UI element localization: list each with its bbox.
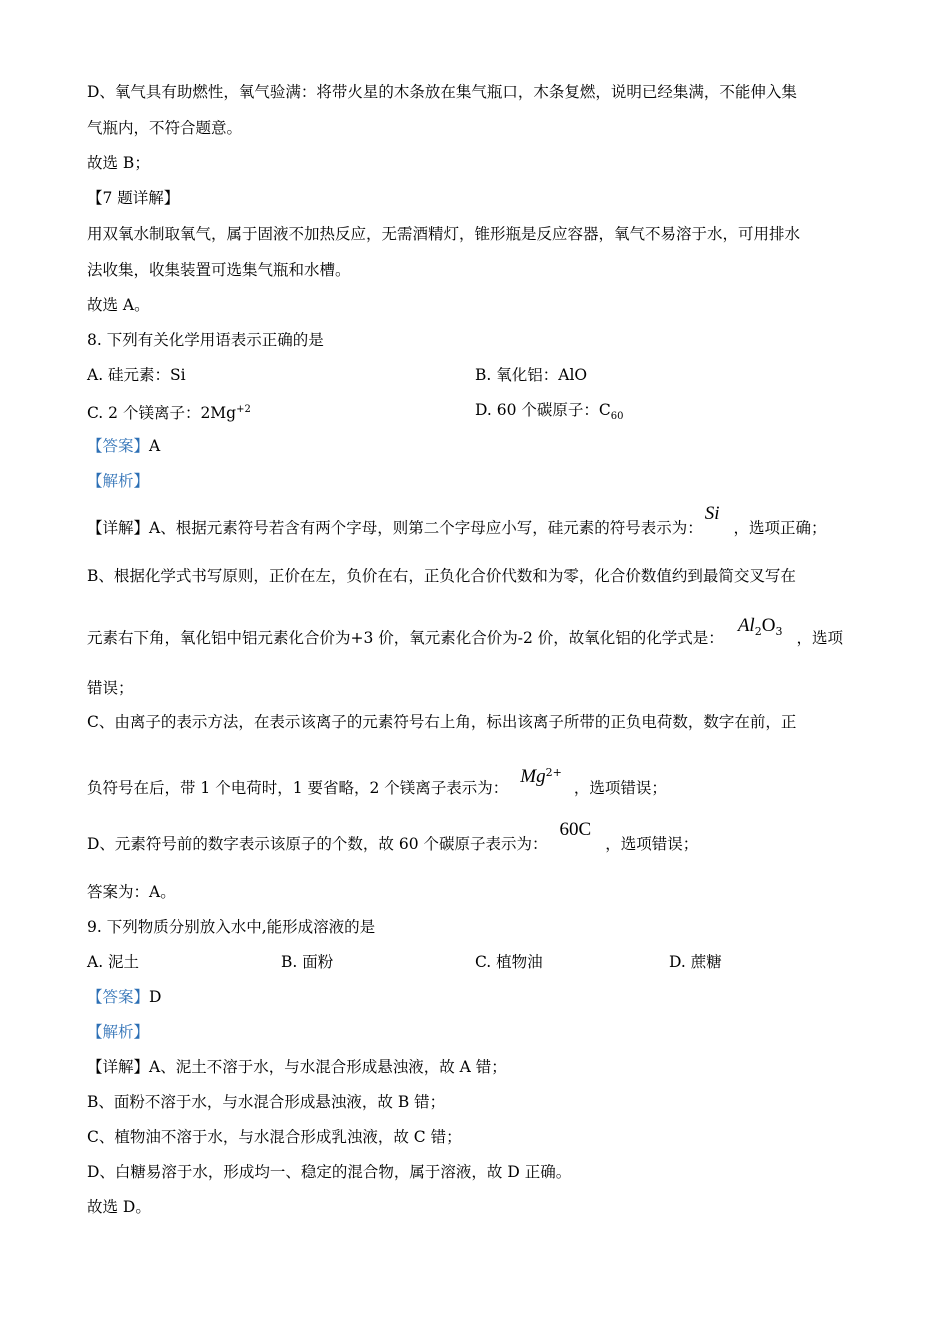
q8-detail-d	[87, 819, 699, 855]
question-9: 9. 下列物质分别放入水中,能形成溶液的是	[87, 918, 376, 936]
formula-al-subscript: 2	[754, 625, 762, 639]
formula-al2o3	[737, 615, 783, 639]
detail-text: ，选项正确；	[733, 519, 827, 537]
q9-option-a: A. 泥土	[87, 953, 140, 971]
answer-value: A	[149, 437, 161, 455]
q9-detail-c: C、植物油不溶于水，与水混合形成乳浊液，故 C 错；	[87, 1128, 462, 1146]
q8-option-b: B. 氧化铝：AlO	[475, 366, 588, 384]
text-line: D、氧气具有助燃性，氧气验满：将带火星的木条放在集气瓶口，木条复燃，说明已经集满，不能伸入集	[87, 83, 797, 101]
formula-al: Al	[737, 615, 755, 636]
q8-answer	[87, 435, 160, 457]
q8-detail-c1: C、由离子的表示方法，在表示该离子的元素符号右上角，标出该离子所带的正负电荷数，数字在前，正	[87, 713, 797, 731]
q9-detail-b: B、面粉不溶于水，与水混合形成悬浊液，故 B 错；	[87, 1093, 446, 1111]
q9-detail-a: 【详解】A、泥土不溶于水，与水混合形成悬浊液，故 A 错；	[87, 1058, 507, 1076]
detail-text: 负符号在后，带 1 个电荷时，1 要省略，2 个镁离子表示为：	[87, 779, 509, 798]
q8-conclusion: 答案为：A。	[87, 883, 176, 901]
question-8: 8. 下列有关化学用语表示正确的是	[87, 331, 324, 349]
q8-option-d-text: D. 60 个碳原子：C	[475, 401, 611, 419]
q8-detail-b1: B、根据化学式书写原则，正价在左，负价在右，正负化合价代数和为零，化合价数值约到最简交叉写在	[87, 567, 796, 585]
formula-60c: 60C	[559, 819, 592, 840]
q8-option-c-text: C. 2 个镁离子：2Mg	[87, 404, 237, 423]
formula-mg: Mg	[520, 766, 546, 788]
answer-label: 【答案】	[87, 988, 150, 1006]
q9-answer	[87, 986, 161, 1008]
q8-option-c	[87, 399, 251, 424]
text-line: 用双氧水制取氧气，属于固液不加热反应，无需酒精灯，锥形瓶是反应容器，氧气不易溶于水，可用排水	[87, 225, 801, 243]
q8-option-c-charge: +2	[236, 404, 251, 415]
q8-option-a: A. 硅元素：Si	[87, 366, 186, 384]
answer-value: D	[149, 988, 162, 1006]
q8-option-d	[475, 399, 623, 428]
q9-option-b: B. 面粉	[281, 953, 334, 971]
q8-analysis-label: 【解析】	[87, 472, 150, 490]
detail-text: 元素右下角，氧化铝中铝元素化合价为+3 价，氧元素化合价为-2 价，故氧化铝的化学式是：	[87, 629, 724, 647]
text-line: 故选 A。	[87, 296, 150, 314]
formula-mg2plus	[520, 768, 562, 786]
formula-o: O	[761, 615, 776, 636]
q9-analysis-label: 【解析】	[87, 1023, 150, 1041]
detail-text: 【详解】A、根据元素符号若含有两个字母，则第二个字母应小写，硅元素的符号表示为：	[87, 519, 703, 537]
q8-detail-b3: 错误；	[87, 679, 134, 697]
section-heading: 【7 题详解】	[87, 189, 180, 207]
detail-text: ，选项错误；	[573, 779, 667, 798]
q9-conclusion: 故选 D。	[87, 1198, 151, 1216]
text-line: 气瓶内，不符合题意。	[87, 119, 243, 137]
q9-detail-d: D、白糖易溶于水，形成均一、稳定的混合物，属于溶液，故 D 正确。	[87, 1163, 572, 1181]
detail-text: D、元素符号前的数字表示该原子的个数，故 60 个碳原子表示为：	[87, 835, 548, 853]
q9-option-d: D. 蔗糖	[669, 953, 722, 971]
q8-detail-c2	[87, 766, 667, 799]
formula-si: Si	[704, 503, 720, 524]
text-line: 故选 B；	[87, 154, 150, 172]
detail-text: ，选项错误；	[605, 835, 699, 853]
detail-text: ，选项	[796, 629, 843, 647]
q8-detail-b2	[87, 615, 843, 655]
text-line: 法收集，收集装置可选集气瓶和水槽。	[87, 261, 351, 279]
q8-option-d-subscript: 60	[610, 411, 624, 423]
q8-detail-a	[87, 503, 827, 539]
q9-option-c: C. 植物油	[475, 953, 543, 971]
answer-label: 【答案】	[87, 437, 150, 455]
formula-mg-charge: 2+	[545, 766, 562, 779]
formula-o-subscript: 3	[775, 625, 783, 639]
